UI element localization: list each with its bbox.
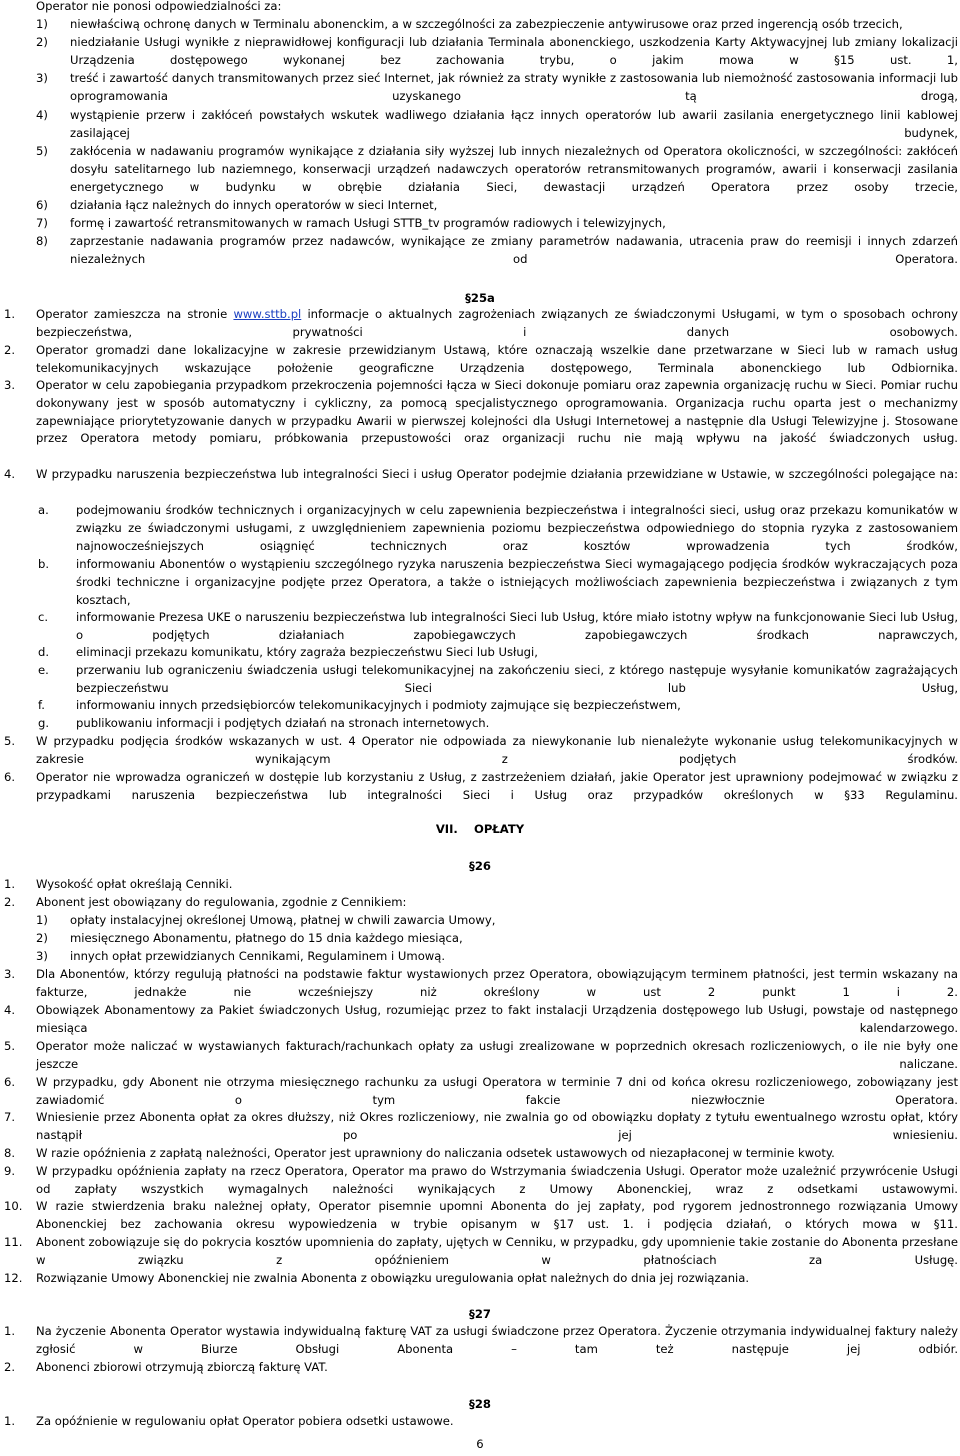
paragraph-26-4: Obowiązek Abonamentowy za Pakiet świadczonych Usług, rozumiejąc przez to fakt instalacji Urządzenia dostępowego lub Usługi, powstaje od następnego miesiąca kalendarzowego. xyxy=(36,1003,958,1035)
list-number: 3) xyxy=(36,949,48,963)
list-item: niedziałanie Usługi wynikłe z nieprawidłowej konfiguracji lub działania Terminala abonenckiego, uszkodzenia Karty Aktywacyjnej lub zmiany lokalizacji Urządzenia dostępowego wykonanej bez zachowania trybu, o jakim mowa w §15 ust. 1, xyxy=(70,35,958,67)
paragraph-number: 4. xyxy=(4,467,16,481)
list-item: eliminacji przekazu komunikatu, który zagraża bezpieczeństwu Sieci lub Usługi, xyxy=(76,645,538,659)
list-item: informowanie Prezesa UKE o naruszeniu bezpieczeństwa lub integralności Sieci lub Usług, które miało istotny wpływ na funkcjonowanie Sieci lub Usług, o podjętych działaniach zapobiegawczych zapobiegawczych środkach naprawczych, xyxy=(76,610,958,642)
paragraph-number: 8. xyxy=(4,1146,16,1160)
list-number: 8) xyxy=(36,234,48,248)
list-number: 2) xyxy=(36,931,48,945)
paragraph-25a-6: Operator nie wprowadza ograniczeń w dostępie lub korzystaniu z Usług, z zastrzeżeniem działań, jakie Operator jest uprawniony podejmować w związku z przypadkami naruszenia bezpieczeństwa lub integralności Sieci i Usług oraz przypadków określonych w §33 Regulaminu. xyxy=(36,770,958,802)
paragraph-number: 7. xyxy=(4,1110,16,1124)
list-item: zakłócenia w nadawaniu programów wynikające z działania siły wyższej lub innych niezależnych od Operatora okoliczności, w szczególności: zakłóceń dosyłu satelitarnego lub naziemnego, konserwacji urządzeń nadawczych operatorów retransmitowanych programów, awarii i konserwacji zasilania energetycznego w budynku w obrębie działania Sieci, dewastacji urządzeń Operatora przez osoby trzecie, xyxy=(70,144,958,194)
paragraph-number: 6. xyxy=(4,770,16,784)
paragraph-number: 10. xyxy=(4,1199,23,1213)
paragraph-number: 2. xyxy=(4,895,16,909)
paragraph-number: 3. xyxy=(4,967,16,981)
page-number: 6 xyxy=(476,1437,484,1451)
list-letter: f. xyxy=(38,698,45,712)
paragraph-number: 1. xyxy=(4,877,16,891)
paragraph-25a-2: Operator gromadzi dane lokalizacyjne w zakresie przewidzianym Ustawą, które oznaczają wszelkie dane przetwarzane w Sieci lub w ramach usług telekomunikacyjnych wskazujące położenie geograficzne Urządzenia dostępowego, Terminala abonenckiego lub Odbiornika. xyxy=(36,343,958,375)
list-letter: b. xyxy=(38,557,50,571)
list-item: wystąpienie przerw i zakłóceń powstałych wskutek wadliwego działania łącz innych operatorów lub awarii zasilania energetycznego linii kablowej zasilającej budynek, xyxy=(70,108,958,140)
paragraph-number: 9. xyxy=(4,1164,16,1178)
paragraph-25a-4: W przypadku naruszenia bezpieczeństwa lub integralności Sieci i usług Operator podejmie działania przewidziane w Ustawie, w szczególności polegające na: xyxy=(36,467,958,481)
paragraph-number: 2. xyxy=(4,343,16,357)
list-number: 1) xyxy=(36,913,48,927)
list-item: informowaniu innych przedsiębiorców telekomunikacyjnych i podmioty zajmujące się bezpieczeństwem, xyxy=(76,698,681,712)
list-item: publikowaniu informacji i podjętych działań na stronach internetowych. xyxy=(76,716,490,730)
paragraph-26-7: Wniesienie przez Abonenta opłat za okres dłuższy, niż Okres rozliczeniowy, nie zwalnia go od obowiązku dopłaty z tytułu ewentualnego wzrostu opłat, który nastąpił po jej wniesieniu. xyxy=(36,1110,958,1142)
list-letter: e. xyxy=(38,663,49,677)
list-item: działania łącz należnych do innych operatorów w sieci Internet, xyxy=(70,198,438,212)
paragraph-26-11: Abonent zobowiązuje się do pokrycia kosztów upomnienia do zapłaty, ujętych w Cenniku, w przypadku, gdy upomnienie takie zostanie do Abonenta przesłane w związku z opóźnieniem w płatnościach za Usługę. xyxy=(36,1235,958,1267)
paragraph-number: 5. xyxy=(4,1039,16,1053)
section-heading-28: §28 xyxy=(469,1397,491,1411)
paragraph-25a-5: W przypadku podjęcia środków wskazanych w ust. 4 Operator nie odpowiada za niewykonanie lub nienależyte wykonanie usług telekomunikacyjnych w zakresie wynikającym z podjętych środków. xyxy=(36,734,958,766)
list-letter: d. xyxy=(38,645,50,659)
list-item: innych opłat przewidzianych Cennikami, Regulaminem i Umową. xyxy=(70,949,446,963)
paragraph-number: 1. xyxy=(4,1414,16,1428)
section-heading-27: §27 xyxy=(469,1307,491,1321)
list-number: 1) xyxy=(36,17,48,31)
list-number: 6) xyxy=(36,198,48,212)
paragraph-number: 4. xyxy=(4,1003,16,1017)
list-item: miesięcznego Abonamentu, płatnego do 15 dnia każdego miesiąca, xyxy=(70,931,463,945)
list-number: 3) xyxy=(36,71,48,85)
list-item: niewłaściwą ochronę danych w Terminalu abonenckim, a w szczególności za zabezpieczenie antywirusowe oraz przed ingerencją osób trzecich, xyxy=(70,17,903,31)
list-item: informowaniu Abonentów o wystąpieniu szczególnego ryzyka naruszenia bezpieczeństwa Sieci wymagającego podjęcia środków wykraczających poza środki techniczne i organizacyjne podjęte przez Operatora, a także o istniejących możliwościach zapewnienia bezpieczeństwa i związanych z tym kosztach, xyxy=(76,557,958,607)
paragraph-26-5: Operator może naliczać w wystawianych fakturach/rachunkach opłaty za usługi zrealizowane w poprzednich okresach rozliczeniowych, o ile nie były one jeszcze naliczane. xyxy=(36,1039,958,1071)
paragraph-number: 1. xyxy=(4,1324,16,1338)
paragraph-27-1: Na życzenie Abonenta Operator wystawia indywidualną fakturę VAT za usługi świadczone przez Operatora. Życzenie otrzymania indywidualnej faktury należy zgłosić w Biurze Obsługi Abonenta – tam też następuje jej odbiór. xyxy=(36,1324,958,1356)
paragraph-number: 1. xyxy=(4,307,16,321)
paragraph-number: 12. xyxy=(4,1271,23,1285)
paragraph-26-2: Abonent jest obowiązany do regulowania, zgodnie z Cennikiem: xyxy=(36,895,407,909)
list-number: 4) xyxy=(36,108,48,122)
paragraph-number: 5. xyxy=(4,734,16,748)
paragraph-26-6: W przypadku, gdy Abonent nie otrzyma miesięcznego rachunku za usługi Operatora w terminie 7 dni od końca okresu rozliczeniowego, zobowiązany jest zawiadomić o tym fakcie niezwłocznie Operatora. xyxy=(36,1075,958,1107)
paragraph-25a-1: Operator zamieszcza na stronie www.sttb.pl informacje o aktualnych zagrożeniach związanych ze świadczonymi Usługami, w tym o sposobach ochrony bezpieczeństwa, prywatności i danych osobowych. xyxy=(36,307,958,339)
section-heading-25a: §25a xyxy=(465,291,495,305)
list-letter: g. xyxy=(38,716,50,730)
list-number: 2) xyxy=(36,35,48,49)
list-item: treść i zawartość danych transmitowanych przez sieć Internet, jak również za straty wynikłe z zastosowania lub niemożność zastosowania informacji lub oprogramowania uzyskanego tą drogą, xyxy=(70,71,958,103)
website-link[interactable]: www.sttb.pl xyxy=(233,307,302,321)
list-item: podejmowaniu środków technicznych i organizacyjnych w celu zapewnienia bezpieczeństwa i integralności sieci, usług oraz przekazu komunikatów w związku ze świadczonymi usługami, z uwzględnieniem zapewnienia poziomu bezpieczeństwa odpowiedniego do stopnia ryzyka z zastosowaniem najnowocześniejszych osiągnięć technicznych oraz kosztów wprowadzenia tych środków, xyxy=(76,503,958,553)
paragraph-26-8: W razie opóźnienia z zapłatą należności, Operator jest uprawniony do naliczania odsetek ustawowych od niezapłaconej w terminie kwoty. xyxy=(36,1146,835,1160)
list-letter: a. xyxy=(38,503,49,517)
paragraph-26-9: W przypadku opóźnienia zapłaty na rzecz Operatora, Operator ma prawo do Wstrzymania świadczenia Usługi. Operator może uzależnić przywrócenie Usługi od zapłaty wszystkich wymagalnych należności wynikających z Umowy Abonenckiej, wraz z odsetkami ustawowymi. xyxy=(36,1164,958,1196)
paragraph-number: 2. xyxy=(4,1360,16,1374)
paragraph-26-1: Wysokość opłat określają Cenniki. xyxy=(36,877,233,891)
paragraph-26-12: Rozwiązanie Umowy Abonenckiej nie zwalnia Abonenta z obowiązku uregulowania opłat należnych do dnia jej rozwiązania. xyxy=(36,1271,750,1285)
list-letter: c. xyxy=(38,610,49,624)
list-item: formę i zawartość retransmitowanych w ramach Usługi STTB_tv programów radiowych i telewizyjnych, xyxy=(70,216,666,230)
chapter-heading: VII. OPŁATY xyxy=(435,822,525,836)
paragraph-27-2: Abonenci zbiorowi otrzymują zbiorczą fakturę VAT. xyxy=(36,1360,328,1374)
paragraph-26-10: W razie stwierdzenia braku należnej opłaty, Operator pisemnie upomni Abonenta do jej zapłaty, pod rygorem jednostronnego rozwiązania Umowy Abonenckiej bez zachowania okresu wypowiedzenia w trybie opisanym w §17 ust. 1. i podjęcia działań, o których mowa w §11. xyxy=(36,1199,958,1231)
paragraph-number: 6. xyxy=(4,1075,16,1089)
list-item: zaprzestanie nadawania programów przez nadawców, wynikające ze zmiany parametrów nadawania, utracenia praw do reemisji i innych zdarzeń niezależnych od Operatora. xyxy=(70,234,958,266)
list-item: opłaty instalacyjnej określonej Umową, płatnej w chwili zawarcia Umowy, xyxy=(70,913,496,927)
paragraph-28-1: Za opóźnienie w regulowaniu opłat Operator pobiera odsetki ustawowe. xyxy=(36,1414,454,1428)
list-number: 5) xyxy=(36,144,48,158)
list-number: 7) xyxy=(36,216,48,230)
paragraph-number: 3. xyxy=(4,378,16,392)
paragraph-number: 11. xyxy=(4,1235,23,1249)
section-heading-26: §26 xyxy=(469,859,491,873)
paragraph-25a-3: Operator w celu zapobiegania przypadkom przekroczenia pojemności łącza w Sieci dokonuje pomiaru oraz zapewnia organizację ruchu w Sieci. Pomiar ruchu dokonywany jest w sposób automatyczny i cykliczny, za pomocą specjalistycznego oprogramowania. Organizacja ruchu oparta jest o mechanizmy zapewniające priorytetyzowanie danych w przypadku Awarii w pierwszej kolejności dla Usługi Internetowej a następnie dla Usługi Telewizyjne j. Stosowane przez Operatora metody pomiaru, próbkowania przepustowości oraz organizacji ruchu nie mają wpływu na jakość świadczonych usług. xyxy=(36,378,958,446)
paragraph-26-3: Dla Abonentów, którzy regulują płatności na podstawie faktur wystawionych przez Operatora, obowiązującym terminem płatności, jest termin wskazany na fakturze, jednakże nie wcześniejszy niż określony w ust 2 punkt 1 i 2. xyxy=(36,967,958,999)
list-item: przerwaniu lub ograniczeniu świadczenia usługi telekomunikacyjnej na zakończeniu sieci, z którego następuje wysyłanie komunikatów zagrażających bezpieczeństwu Sieci lub Usług, xyxy=(76,663,958,695)
intro-text: Operator nie ponosi odpowiedzialności za: xyxy=(36,0,282,13)
